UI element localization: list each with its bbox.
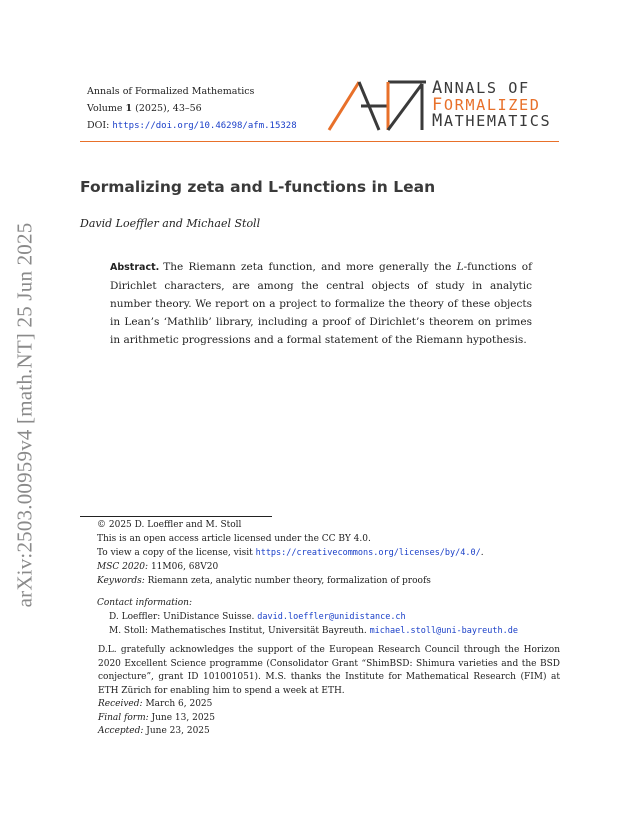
license-link[interactable]: https://creativecommons.org/licenses/by/4.0/ bbox=[255, 548, 481, 558]
acknowledgement: D.L. gratefully acknowledges the support of the European Research Council through the Horizon 2020 Excellent Science programme (Consolidator Grant “ShimBSD: Shimura varieties and the BSD conjecture”, grant ID 101001051). M.S. thanks the Institute for Mathematical Research (FIM) at ETH Zürich for enabling him to spend a week at ETH. bbox=[98, 645, 560, 696]
journal-logo-icon bbox=[326, 78, 426, 134]
email-stoll[interactable]: michael.stoll@uni-bayreuth.de bbox=[369, 626, 518, 636]
acknowledgement-block bbox=[80, 644, 560, 739]
contact-label: Contact information: bbox=[97, 598, 192, 608]
keywords-line: Keywords: Riemann zeta, analytic number theory, formalization of proofs bbox=[97, 576, 431, 586]
header-divider bbox=[80, 141, 559, 142]
abstract: Abstract. The Riemann zeta function, and more generally the L-functions of Dirichlet characters, are among the central objects of study in analytic number theory. We report on a project to formalize the theory of these objects in Lean’s ‘Mathlib’ library, including a proof of Dirichlet’s theorem on primes in arithmetic progressions and a formal statement of the Riemann hypothesis. bbox=[110, 261, 532, 346]
paper-authors: David Loeffler and Michael Stoll bbox=[80, 217, 261, 230]
journal-doi: DOI: https://doi.org/10.46298/afm.15328 bbox=[87, 120, 297, 131]
doi-link[interactable]: https://doi.org/10.46298/afm.15328 bbox=[112, 121, 297, 131]
contact-loeffler: D. Loeffler: UniDistance Suisse. david.loeffler@unidistance.ch bbox=[109, 612, 406, 622]
footnotes bbox=[97, 518, 567, 638]
journal-volume: Volume 1 (2025), 43–56 bbox=[87, 103, 202, 114]
msc-line: MSC 2020: 11M06, 68V20 bbox=[97, 562, 219, 572]
arxiv-identifier: arXiv:2503.00959v4 [math.NT] 25 Jun 2025 bbox=[12, 222, 37, 608]
arxiv-stamp bbox=[4, 220, 46, 610]
license-line: This is an open access article licensed under the CC BY 4.0. bbox=[97, 534, 371, 544]
final-form-date: Final form: June 13, 2025 bbox=[98, 712, 215, 723]
journal-header bbox=[87, 83, 297, 135]
paper-title: Formalizing zeta and L-functions in Lean bbox=[80, 178, 436, 196]
accepted-date: Accepted: June 23, 2025 bbox=[98, 726, 210, 736]
received-date: Received: March 6, 2025 bbox=[98, 699, 213, 709]
footnote-divider bbox=[80, 516, 272, 517]
journal-logo-wordmark: ANNALS OF FORMALIZED MATHEMATICS bbox=[432, 78, 552, 131]
contact-stoll: M. Stoll: Mathematisches Institut, Universität Bayreuth. michael.stoll@uni-bayreuth.de bbox=[109, 626, 518, 636]
abstract-label: Abstract. bbox=[110, 262, 160, 273]
email-loeffler[interactable]: david.loeffler@unidistance.ch bbox=[257, 612, 406, 622]
journal-name: Annals of Formalized Mathematics bbox=[87, 86, 255, 97]
license-link-line: To view a copy of the license, visit https://creativecommons.org/licenses/by/4.0/. bbox=[97, 548, 484, 558]
copyright-line: © 2025 D. Loeffler and M. Stoll bbox=[97, 520, 242, 530]
